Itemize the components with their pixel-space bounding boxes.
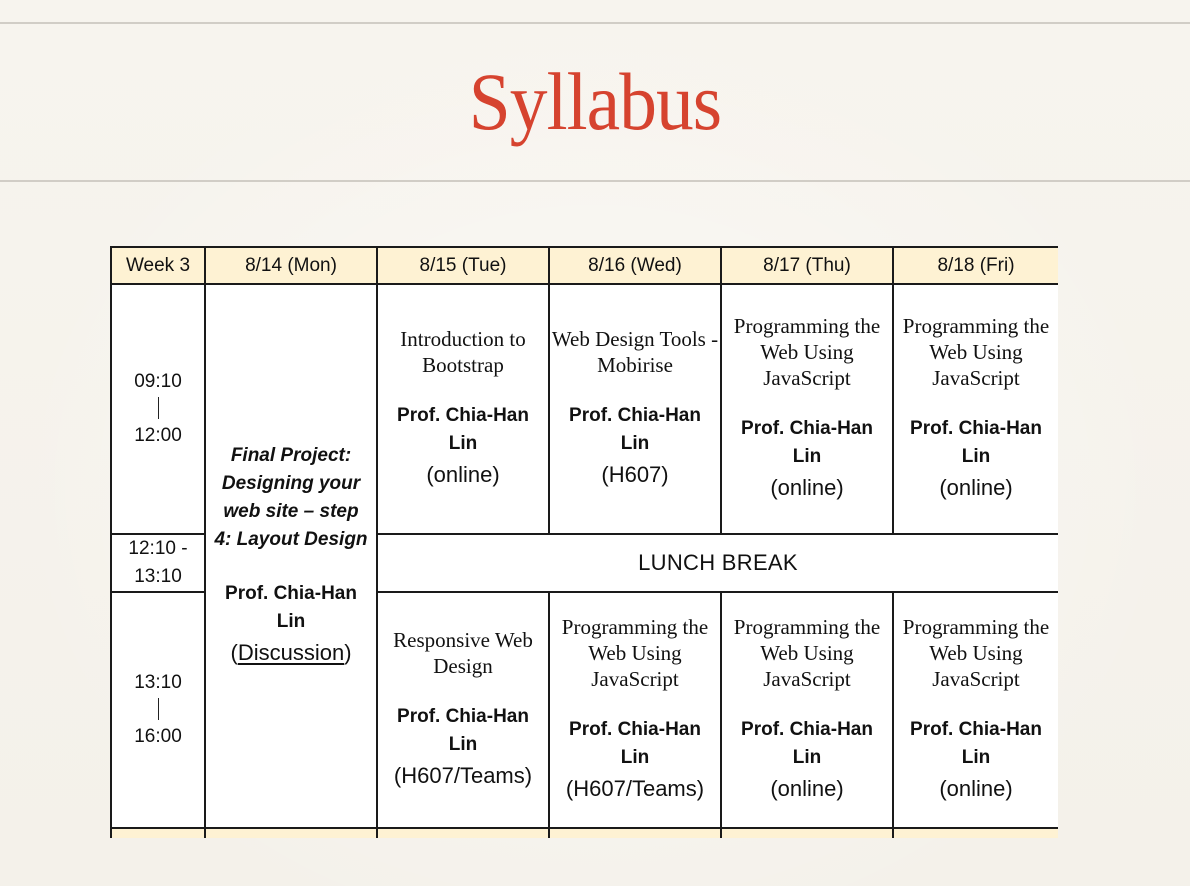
course-title: Responsive Web Design — [393, 628, 533, 678]
session-location: (online) — [939, 776, 1013, 801]
time-end: 13:10 — [134, 566, 182, 587]
morning-row — [111, 284, 1058, 534]
time-slot-morning — [111, 284, 205, 534]
session-cell-fri-am — [893, 284, 1058, 534]
session-cell-tue-pm — [377, 592, 549, 828]
session-location: (online) — [770, 475, 844, 500]
session-location: (H607/Teams) — [565, 776, 705, 801]
discussion-link: Discussion — [237, 640, 345, 665]
lunch-break-label: LUNCH BREAK — [638, 550, 798, 575]
session-cell-wed-am — [549, 284, 721, 534]
session-location: (H607/Teams) — [393, 763, 533, 788]
header-row — [111, 247, 1058, 284]
professor-name: Prof. Chia-Han Lin — [741, 719, 873, 768]
course-title: Introduction to Bootstrap — [400, 327, 526, 377]
session-cell-thu-pm — [721, 592, 893, 828]
course-title: Programming the Web Using JavaScript — [902, 615, 1050, 691]
time-separator — [158, 698, 159, 720]
syllabus-table-container — [110, 246, 1058, 838]
time-slot-lunch — [111, 534, 205, 592]
session-location: (Discussion) — [230, 640, 352, 665]
time-start: 12:10 - — [128, 538, 188, 559]
time-start: 09:10 — [134, 371, 182, 392]
time-end: 16:00 — [134, 726, 182, 747]
time-start: 13:10 — [134, 672, 182, 693]
session-cell-tue-am — [377, 284, 549, 534]
professor-name: Prof. Chia-Han Lin — [569, 405, 701, 454]
time-slot-afternoon — [111, 592, 205, 828]
next-week-header-row-clipped — [111, 828, 1058, 838]
slide-title: Syllabus — [468, 56, 722, 147]
monday-final-project-cell — [205, 284, 377, 828]
course-title: Programming the Web Using JavaScript — [902, 314, 1050, 390]
professor-name: Prof. Chia-Han Lin — [569, 719, 701, 768]
day-header-fri: 8/18 (Fri) — [893, 247, 1058, 284]
professor-name: Prof. Chia-Han Lin — [910, 418, 1042, 467]
day-header-tue: 8/15 (Tue) — [377, 247, 549, 284]
title-divider — [0, 180, 1190, 182]
course-title: Programming the Web Using JavaScript — [561, 615, 709, 691]
professor-name: Prof. Chia-Han Lin — [397, 405, 529, 454]
time-separator — [158, 397, 159, 419]
syllabus-table — [110, 246, 1058, 838]
professor-name: Prof. Chia-Han Lin — [741, 418, 873, 467]
course-title: Final Project: Designing your web site – step 4: Layout Design — [214, 445, 368, 550]
week-label: Week 3 — [111, 247, 205, 284]
course-title: Web Design Tools -Mobirise — [551, 327, 719, 377]
session-cell-fri-pm — [893, 592, 1058, 828]
professor-name: Prof. Chia-Han Lin — [397, 706, 529, 755]
session-location: (H607) — [601, 462, 669, 487]
session-location: (online) — [770, 776, 844, 801]
session-location: (online) — [939, 475, 1013, 500]
top-rule — [0, 22, 1190, 24]
day-header-wed: 8/16 (Wed) — [549, 247, 721, 284]
lunch-break-cell — [377, 534, 1058, 592]
course-title: Programming the Web Using JavaScript — [733, 314, 881, 390]
professor-name: Prof. Chia-Han Lin — [910, 719, 1042, 768]
day-header-thu: 8/17 (Thu) — [721, 247, 893, 284]
time-end: 12:00 — [134, 425, 182, 446]
course-title: Programming the Web Using JavaScript — [733, 615, 881, 691]
session-location: (online) — [426, 462, 500, 487]
professor-name: Prof. Chia-Han Lin — [225, 583, 357, 632]
session-cell-wed-pm — [549, 592, 721, 828]
day-header-mon: 8/14 (Mon) — [205, 247, 377, 284]
session-cell-thu-am — [721, 284, 893, 534]
